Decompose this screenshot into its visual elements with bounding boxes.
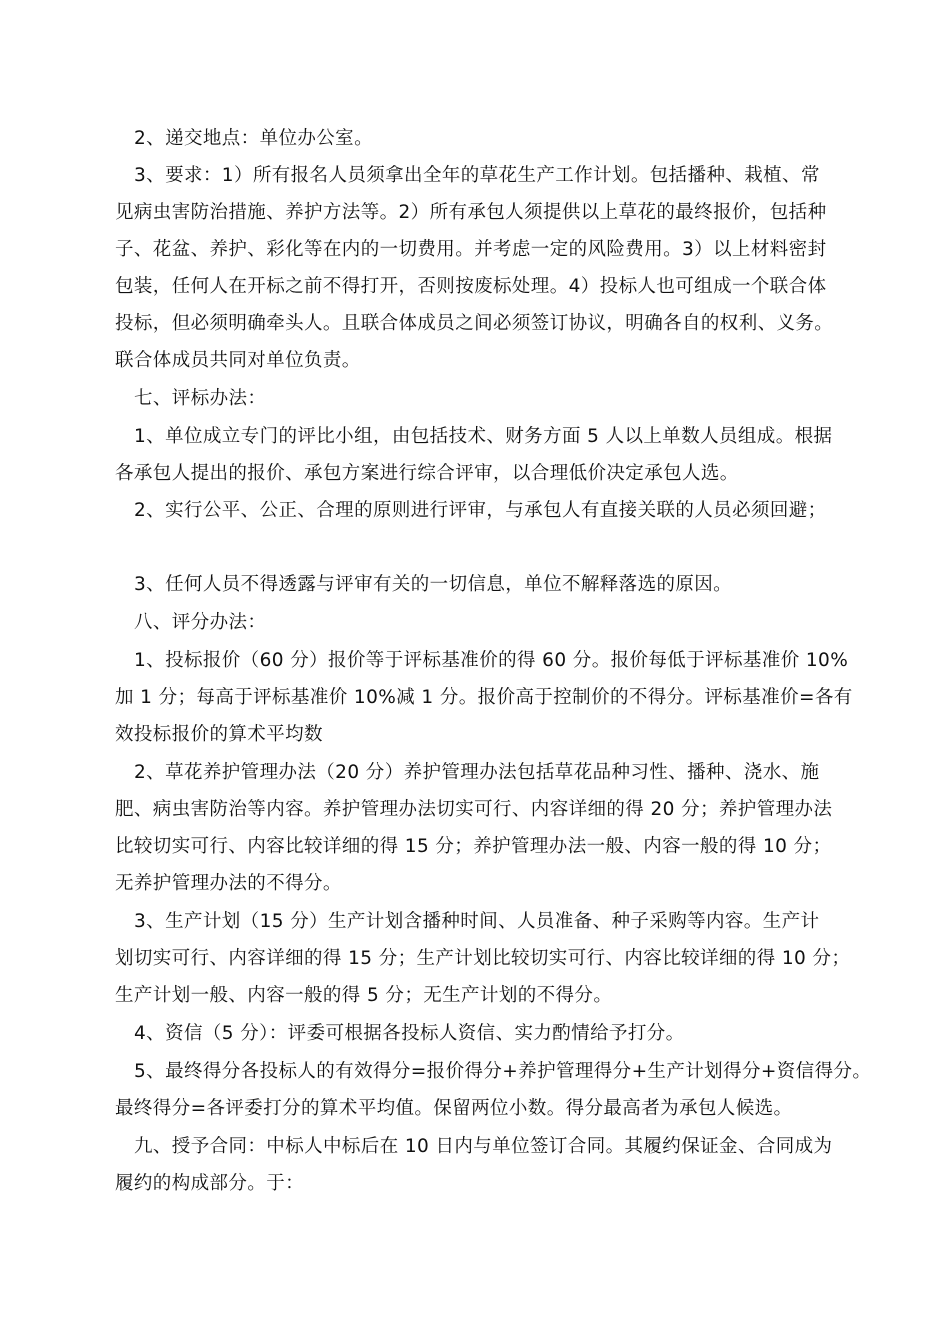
text-line: 最终得分=各评委打分的算术平均值。保留两位小数。得分最高者为承包人候选。 bbox=[115, 1098, 793, 1119]
text-line: 见病虫害防治措施、养护方法等。2）所有承包人须提供以上草花的最终报价，包括种 bbox=[115, 202, 827, 223]
text-line: 1、单位成立专门的评比小组，由包括技术、财务方面 5 人以上单数人员组成。根据 bbox=[134, 426, 833, 447]
text-line: 投标，但必须明确牵头人。且联合体成员之间必须签订协议，明确各自的权利、义务。 bbox=[115, 313, 834, 334]
text-line: 九、授予合同：中标人中标后在 10 日内与单位签订合同。其履约保证金、合同成为 bbox=[134, 1136, 833, 1157]
text-line: 无养护管理办法的不得分。 bbox=[115, 873, 342, 894]
text-line: 子、花盆、养护、彩化等在内的一切费用。并考虑一定的风险费用。3）以上材料密封 bbox=[115, 239, 827, 260]
text-line: 比较切实可行、内容比较详细的得 15 分；养护管理办法一般、内容一般的得 10 分； bbox=[115, 836, 832, 857]
text-line: 1、投标报价（60 分）报价等于评标基准价的得 60 分。报价每低于评标基准价 10% bbox=[134, 650, 849, 671]
text-line: 各承包人提出的报价、承包方案进行综合评审，以合理低价决定承包人选。 bbox=[115, 463, 739, 484]
text-line: 加 1 分；每高于评标基准价 10%减 1 分。报价高于控制价的不得分。评标基准价=各有 bbox=[115, 687, 853, 708]
text-line: 划切实可行、内容详细的得 15 分；生产计划比较切实可行、内容比较详细的得 10 分； bbox=[115, 948, 851, 969]
text-line: 包装，任何人在开标之前不得打开，否则按废标处理。4）投标人也可组成一个联合体 bbox=[115, 276, 827, 297]
text-line: 3、生产计划（15 分）生产计划含播种时间、人员准备、种子采购等内容。生产计 bbox=[134, 911, 820, 932]
text-line: 3、任何人员不得透露与评审有关的一切信息，单位不解释落选的原因。 bbox=[134, 574, 733, 595]
text-line: 履约的构成部分。于： bbox=[115, 1173, 305, 1194]
text-line: 效投标报价的算术平均数 bbox=[115, 724, 323, 745]
text-line: 2、实行公平、公正、合理的原则进行评审，与承包人有直接关联的人员必须回避； bbox=[134, 500, 827, 521]
text-line: 2、递交地点：单位办公室。 bbox=[134, 128, 373, 149]
text-line: 生产计划一般、内容一般的得 5 分；无生产计划的不得分。 bbox=[115, 985, 613, 1006]
text-line: 5、最终得分各投标人的有效得分=报价得分+养护管理得分+生产计划得分+资信得分。 bbox=[134, 1061, 872, 1082]
text-line: 2、草花养护管理办法（20 分）养护管理办法包括草花品种习性、播种、浇水、施 bbox=[134, 762, 820, 783]
section-title: 七、评标办法： bbox=[134, 388, 267, 409]
text-line: 4、资信（5 分）：评委可根据各投标人资信、实力酌情给予打分。 bbox=[134, 1023, 685, 1044]
section-title: 八、评分办法： bbox=[134, 612, 267, 633]
text-line: 3、要求：1）所有报名人员须拿出全年的草花生产工作计划。包括播种、栽植、常 bbox=[134, 165, 820, 186]
text-line: 肥、病虫害防治等内容。养护管理办法切实可行、内容详细的得 20 分；养护管理办法 bbox=[115, 799, 833, 820]
text-line: 联合体成员共同对单位负责。 bbox=[115, 350, 361, 371]
